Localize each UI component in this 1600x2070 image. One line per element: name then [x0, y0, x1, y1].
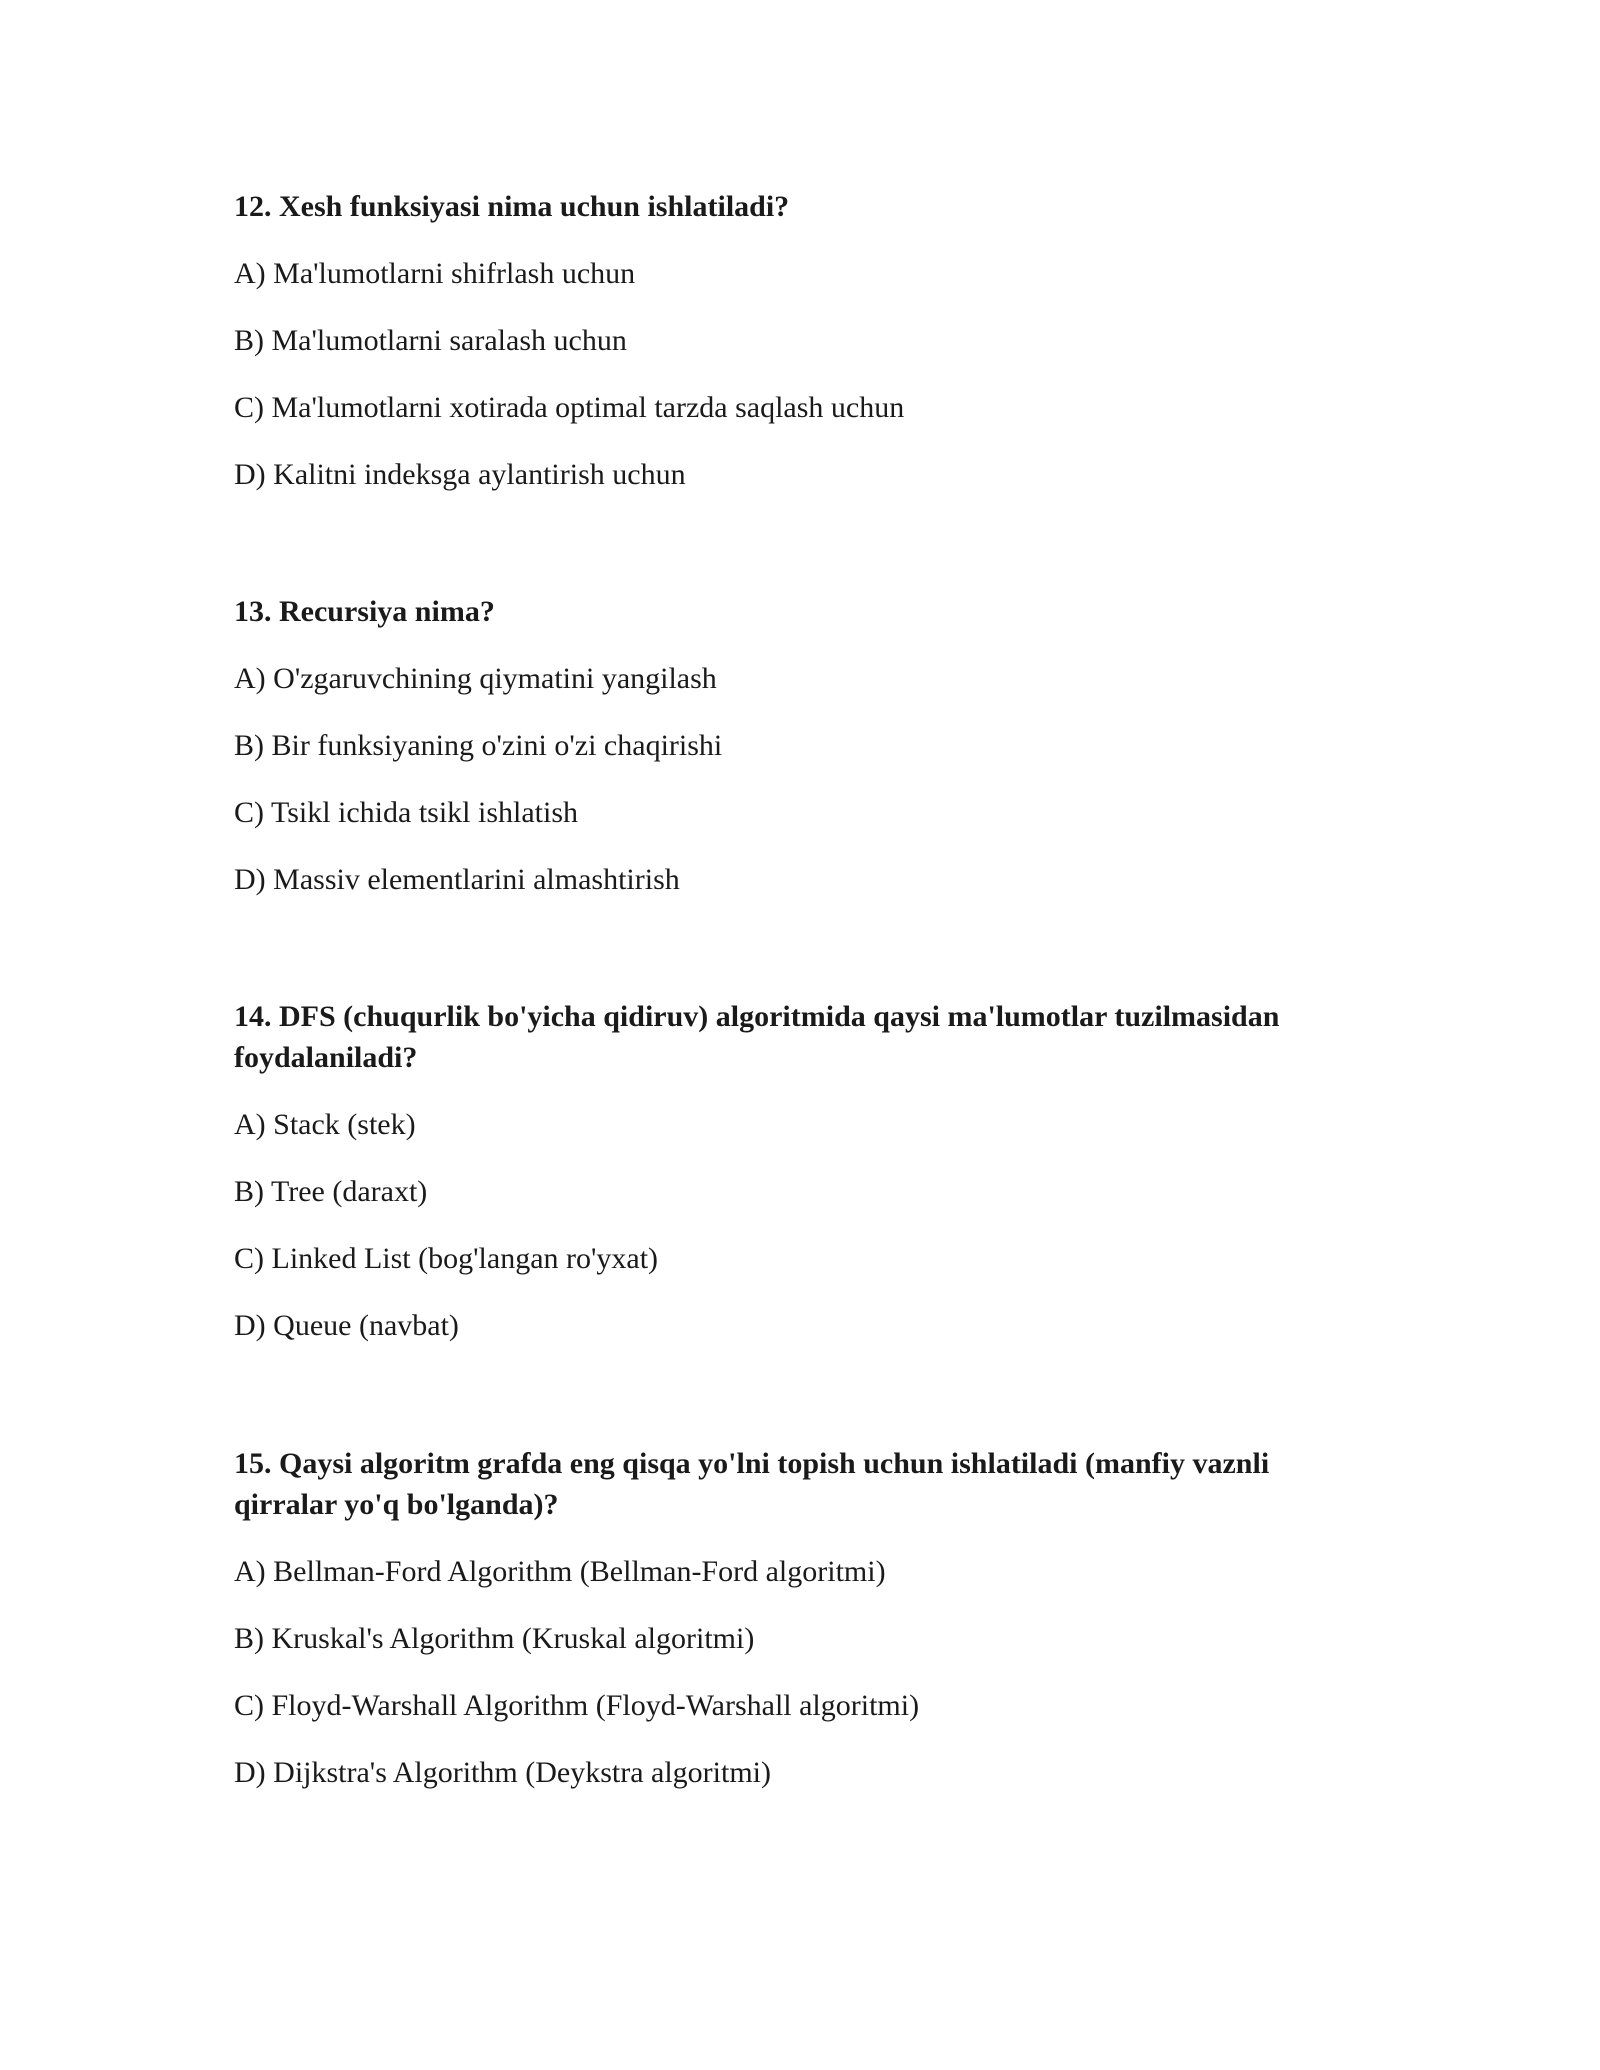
answer-option-c: C) Tsikl ichida tsikl ishlatish [234, 796, 579, 829]
question-title: 14. DFS (chuqurlik bo'yicha qidiruv) algoritmida qaysi ma'lumotlar tuzilmasidan foydalaniladi? [234, 1000, 1280, 1074]
answer-option-b: B) Tree (daraxt) [234, 1175, 428, 1208]
answer-option-d: D) Massiv elementlarini almashtirish [234, 863, 680, 896]
question-14 [234, 996, 1354, 1372]
answer-option-c: C) Floyd-Warshall Algorithm (Floyd-Warshall algoritmi) [234, 1689, 920, 1722]
answer-option-a: A) O'zgaruvchining qiymatini yangilash [234, 662, 717, 695]
question-12 [234, 186, 1354, 521]
answer-option-b: B) Kruskal's Algorithm (Kruskal algoritmi) [234, 1622, 755, 1655]
question-title: 13. Recursiya nima? [234, 595, 495, 628]
question-15 [234, 1443, 1354, 1819]
question-title: 15. Qaysi algoritm grafda eng qisqa yo'lni topish uchun ishlatiladi (manfiy vaznli qirralar yo'q bo'lganda)? [234, 1447, 1270, 1521]
answer-option-c: C) Linked List (bog'langan ro'yxat) [234, 1242, 659, 1275]
answer-option-a: A) Stack (stek) [234, 1108, 416, 1141]
answer-option-d: D) Kalitni indeksga aylantirish uchun [234, 458, 686, 491]
answer-option-b: B) Bir funksiyaning o'zini o'zi chaqirishi [234, 729, 723, 762]
answer-option-d: D) Dijkstra's Algorithm (Deykstra algoritmi) [234, 1756, 771, 1789]
answer-option-b: B) Ma'lumotlarni saralash uchun [234, 324, 627, 357]
answer-option-c: C) Ma'lumotlarni xotirada optimal tarzda saqlash uchun [234, 391, 905, 424]
question-13 [234, 591, 1354, 926]
answer-option-a: A) Bellman-Ford Algorithm (Bellman-Ford algoritmi) [234, 1555, 886, 1588]
answer-option-d: D) Queue (navbat) [234, 1309, 459, 1342]
question-title: 12. Xesh funksiyasi nima uchun ishlatiladi? [234, 190, 790, 223]
answer-option-a: A) Ma'lumotlarni shifrlash uchun [234, 257, 636, 290]
